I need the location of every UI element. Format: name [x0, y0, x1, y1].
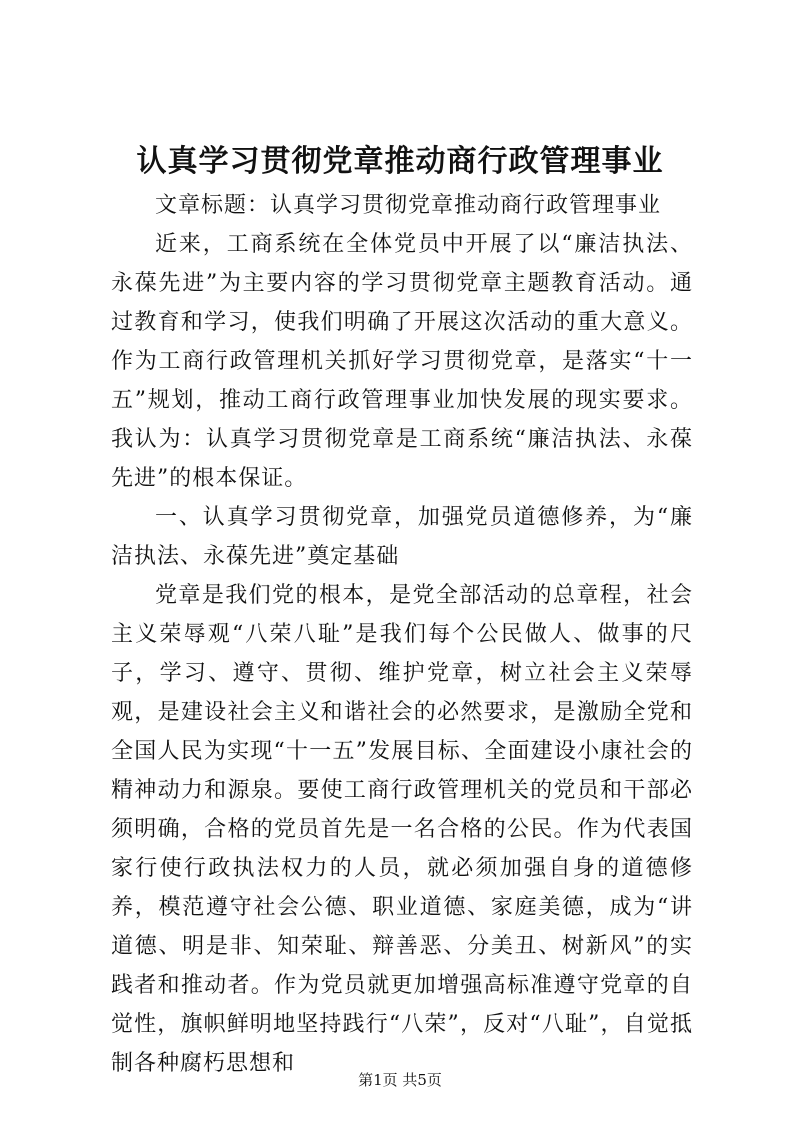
document-body: [111, 186, 693, 1083]
document-title: 认真学习贯彻党章推动商行政管理事业: [136, 144, 664, 179]
section-heading: 一、认真学习贯彻党章，加强党员道德修养，为“廉洁执法、永葆先进”奠定基础: [111, 505, 693, 569]
page-footer: 第1页 共5页: [358, 1071, 442, 1089]
body-paragraph: 党章是我们党的根本，是党全部活动的总章程，社会主义荣辱观“八荣八耻”是我们每个公民做人、做事的尺子，学习、遵守、贯彻、维护党章，树立社会主义荣辱观，是建设社会主义和谐社会的必然要求，是激励全党和全国人民为实现“十一五”发展目标、全面建设小康社会的精神动力和源泉。要使工商行政管理机关的党员和干部必须明确，合格的党员首先是一名合格的公民。作为代表国家行使行政执法权力的人员，就必须加强自身的道德修养，模范遵守社会公德、职业道德、家庭美德，成为“讲道德、明是非、知荣耻、辩善恶、分美丑、树新风”的实践者和推动者。作为党员就更加增强高标准遵守党章的自觉性，旗帜鲜明地坚持践行“八荣”，反对“八耻”，自觉抵制各种腐朽思想和: [111, 583, 693, 1076]
article-title-line: 文章标题：认真学习贯彻党章推动商行政管理事业: [155, 193, 662, 218]
body-paragraph: 近来，工商系统在全体党员中开展了以“廉洁执法、永葆先进”为主要内容的学习贯彻党章主题教育活动。通过教育和学习，使我们明确了开展这次活动的重大意义。作为工商行政管理机关抓好学习贯彻党章，是落实“十一五”规划，推动工商行政管理事业加快发展的现实要求。我认为：认真学习贯彻党章是工商系统“廉洁执法、永葆先进”的根本保证。: [111, 232, 693, 491]
